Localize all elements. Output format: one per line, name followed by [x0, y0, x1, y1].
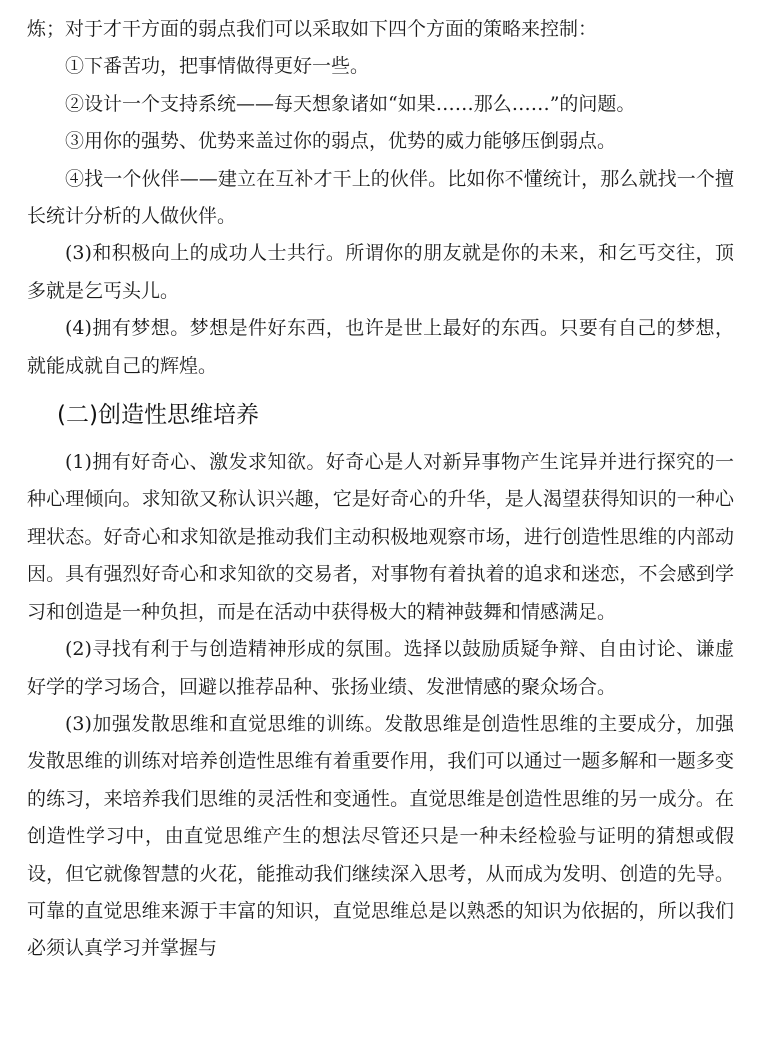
paragraph-point-3: (3)和积极向上的成功人士共行。所谓你的朋友就是你的未来，和乞丐交往，顶多就是乞丐头儿。	[27, 242, 734, 302]
section-heading: (二)创造性思维培养	[57, 402, 259, 429]
paragraph-point-4: (4)拥有梦想。梦想是件好东西，也许是世上最好的东西。只要有自己的梦想，就能成就自己的辉煌。	[27, 317, 734, 377]
paragraphs-bottom	[27, 444, 734, 968]
paragraph-continuation: 炼；对于才干方面的弱点我们可以采取如下四个方面的策略来控制：	[27, 18, 598, 40]
strategy-item-1: ①下番苦功，把事情做得更好一些。	[65, 55, 370, 78]
paragraph-atmosphere: (2)寻找有利于与创造精神形成的氛围。选择以鼓励质疑争辩、自由讨论、谦虚好学的学习场合，回避以推荐品种、张扬业绩、发泄情感的聚众场合。	[27, 638, 734, 698]
strategy-item-2: ②设计一个支持系统——每天想象诸如“如果……那么……”的问题。	[65, 92, 636, 115]
strategy-item-3: ③用你的强势、优势来盖过你的弱点，优势的威力能够压倒弱点。	[65, 130, 617, 153]
strategy-item-4: ④找一个伙伴——建立在互补才干上的伙伴。比如你不懂统计，那么就找一个擅长统计分析的人做伙伴。	[27, 167, 734, 228]
paragraph-curiosity: (1)拥有好奇心、激发求知欲。好奇心是人对新异事物产生诧异并进行探究的一种心理倾向。求知欲又称认识兴趣，它是好奇心的升华，是人渴望获得知识的一种心理状态。好奇心和求知欲是推动我们主动积极地观察市场，进行创造性思维的内部动因。具有强烈好奇心和求知欲的交易者，对事物有着执着的追求和迷恋，不会感到学习和创造是一种负担，而是在活动中获得极大的精神鼓舞和情感满足。	[27, 451, 734, 623]
paragraphs-top	[27, 11, 734, 385]
paragraph-divergent-thinking: (3)加强发散思维和直觉思维的训练。发散思维是创造性思维的主要成分，加强发散思维的训练对培养创造性思维有着重要作用，我们可以通过一题多解和一题多变的练习，来培养我们思维的灵活性和变通性。直觉思维是创造性思维的另一成分。在创造性学习中，由直觉思维产生的想法尽管还只是一种未经检验与证明的猜想或假设，但它就像智慧的火花，能推动我们继续深入思考，从而成为发明、创造的先导。可靠的直觉思维来源于丰富的知识，直觉思维总是以熟悉的知识为依据的，所以我们必须认真学习并掌握与	[27, 712, 734, 960]
